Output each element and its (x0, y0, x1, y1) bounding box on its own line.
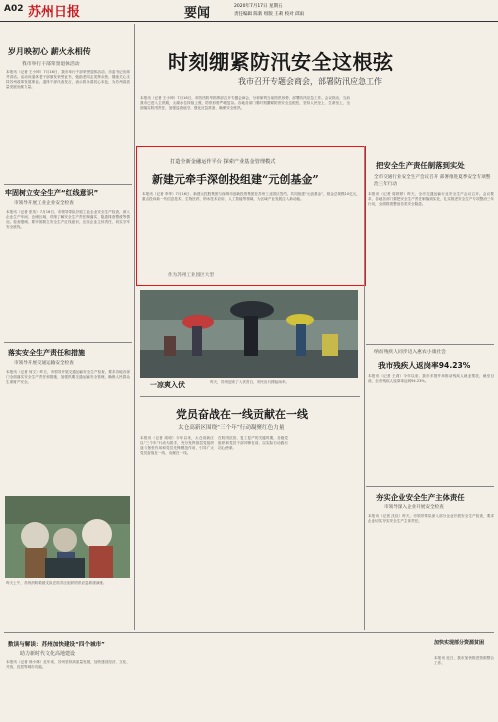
article-title: 党员奋战在一线贡献在一线 (176, 408, 308, 421)
news-photo-drill (5, 496, 130, 578)
page-code: A02 (4, 4, 24, 14)
lead-body: 本报讯（记者 王小坤）7月16日，市防汛防旱指挥部召开专题会商会，分析研判当前防汛形势，部署防汛应急工作。会议指出，当前我市已进入主汛期，太湖水位持续上涨，防汛形势严峻复杂。各地各部门要时刻绷紧防汛安全这根弦，坚持人民至上、生命至上，全面落实防汛责任，加强巡查值守，强化应急准备，确保安全度汛。 (140, 96, 350, 110)
section-title: 要闻 (184, 6, 211, 21)
box-footer: 作为苏州工业园区大型 (168, 273, 214, 278)
article-title: 牢固树立安全生产“红线意识” (5, 189, 99, 197)
article-kicker: 纳贫残疾人同步迈入惠农小康社会 (374, 350, 446, 355)
article-subtitle: 我市举行干部荣誉退休活动 (22, 62, 80, 67)
editor-line: 责任编辑 陈新 组版 王莉 校对 邱雨 (234, 12, 305, 17)
article-title: 我市残疾人返岗率94.23% (378, 361, 471, 370)
bottom-article-body: 本报讯（记者 徐小林）近年来，苏州坚持高质量发展，加快建设经济、文化、开放、宜居等城市功能。 (6, 660, 130, 669)
photo-caption: 昨天，苏州迎来了入伏首日，市民出行撑起雨伞。 (210, 380, 290, 384)
lead-body-right (368, 96, 492, 142)
article-body: 本报讯（记者 沈佳）昨天，市领导带队深入部分企业开展安全生产检查，要求企业切实夯实安全生产主体责任。 (368, 514, 494, 523)
article-body-cont2 (292, 436, 358, 630)
lead-headline: 时刻绷紧防汛安全这根弦 (168, 50, 394, 74)
article-body: 本报讯（记者 何文）昨日，市领导开展交通运输安全生产检查，要求各地各部门全面落实安全生产责任和措施，加强汛期交通运输安全管理，确保人民群众生命财产安全。 (6, 370, 130, 384)
article-subtitle: 市领导深入企业开展安全检查 (384, 505, 444, 510)
article-subtitle: 市领导开展交通运输安全检查 (14, 361, 74, 366)
photo-caption: 昨天上午，苏州消防救援支队在姑苏区组织防汛应急救援演练。 (6, 581, 107, 585)
article-title: 夯实企业安全生产主体责任 (376, 493, 465, 502)
article-body: 本报讯（记者 周婷婷）昨天，全市交通运输行业安全生产会议召开。会议要求，各地各部门要把安全生产责任制落到实处，扎实推进安全生产专项整治三年行动，全面排查整治各类安全隐患。 (368, 192, 494, 206)
box-kicker: 打造全新金融运作平台 探索产业基金管理模式 (170, 159, 276, 165)
bottom-body-col3 (212, 640, 284, 718)
article-title: 把安全生产责任制落到实处 (376, 161, 465, 170)
article-subtitle: 全市交通行业安全生产会议召开 部署推进夏季安全专项整治三年行动 (374, 175, 491, 187)
photo-caption-title: 一凉爽入伏 (150, 381, 185, 389)
box-headline: 新建元牵手深创投组建“元创基金” (152, 173, 319, 186)
bottom-right-title: 加快实现部分资源贫困 (434, 640, 485, 646)
box-body: 本报讯（记者 李华）7月16日，新建元控股集团与深圳市创新投资集团在苏州工业园区签约，共同组建“元创基金”，基金总规模10亿元，重点投向新一代信息技术、生物医药、纳米技术应用、人工智能等领域，为区域产业发展注入新动能。 (142, 192, 360, 201)
article-body: 本报讯（记者 周明）今年以来，太仓高新区以“三个年”行动为抓手，充分发挥基层党组织战斗堡垒作用和党员先锋模范作用，引导广大党员奋战在一线、贡献在一线。 (140, 436, 214, 455)
article-body: 本报讯（记者 王小坤）7月16日，我市举行干部荣誉退休活动，市委书记出席并讲话。活动向退休老干部颁发荣誉证书，勉励老同志发挥余热，继续关心支持苏州改革发展事业。退休干部代表发言，表示将永葆初心本色，为苏州高质量发展贡献力量。 (6, 70, 130, 89)
news-photo-rain (140, 290, 358, 378)
bottom-body-col2 (136, 640, 208, 718)
article-body-cont: 在防汛抗疫、复工复产的关键时期，各级党组织和党员干部冲锋在前，以实际行动践行初心使命。 (218, 436, 288, 450)
article-subtitle: 市领导开展工业企业安全检查 (14, 201, 74, 206)
bottom-body-col5 (362, 640, 428, 718)
masthead (0, 0, 498, 22)
article-body: 本报讯（记者 王莉）今年以来，我市多措并举推动残疾人就业帮扶，截至目前，全市残疾人返岗率达到94.23%。 (368, 374, 494, 383)
article-title: 落实安全生产责任和措施 (8, 349, 85, 357)
article-title: 岁月映初心 薪火永相传 (8, 47, 91, 56)
bottom-body-col4 (288, 640, 358, 718)
paper-logo: 苏州日报 (28, 5, 81, 20)
lead-subheadline: 我市召开专题会商会，部署防汛应急工作 (238, 77, 382, 86)
bottom-right-body: 本报讯 近日，我市加快推进资源整合工作。 (434, 656, 494, 665)
date-line: 2020年7月17日 星期五 (234, 4, 283, 9)
bottom-article-subtitle: 助力新时代文化高地建设 (20, 651, 76, 657)
article-subtitle: 太仓高新区围绕“三个年”行动凝聚红色力量 (178, 425, 285, 431)
article-body: 本报讯（记者 张英）7月16日，市领导带队开展工业企业安全生产检查，深入企业生产车间、仓储区域，详细了解安全生产责任制落实、隐患排查整改等情况。检查强调，要牢固树立安全生产红线意识，压实企业主体责任，切实守牢安全底线。 (6, 210, 130, 229)
bottom-article-title: 数读与解读：苏州加快建设“四个城市” (8, 642, 105, 648)
